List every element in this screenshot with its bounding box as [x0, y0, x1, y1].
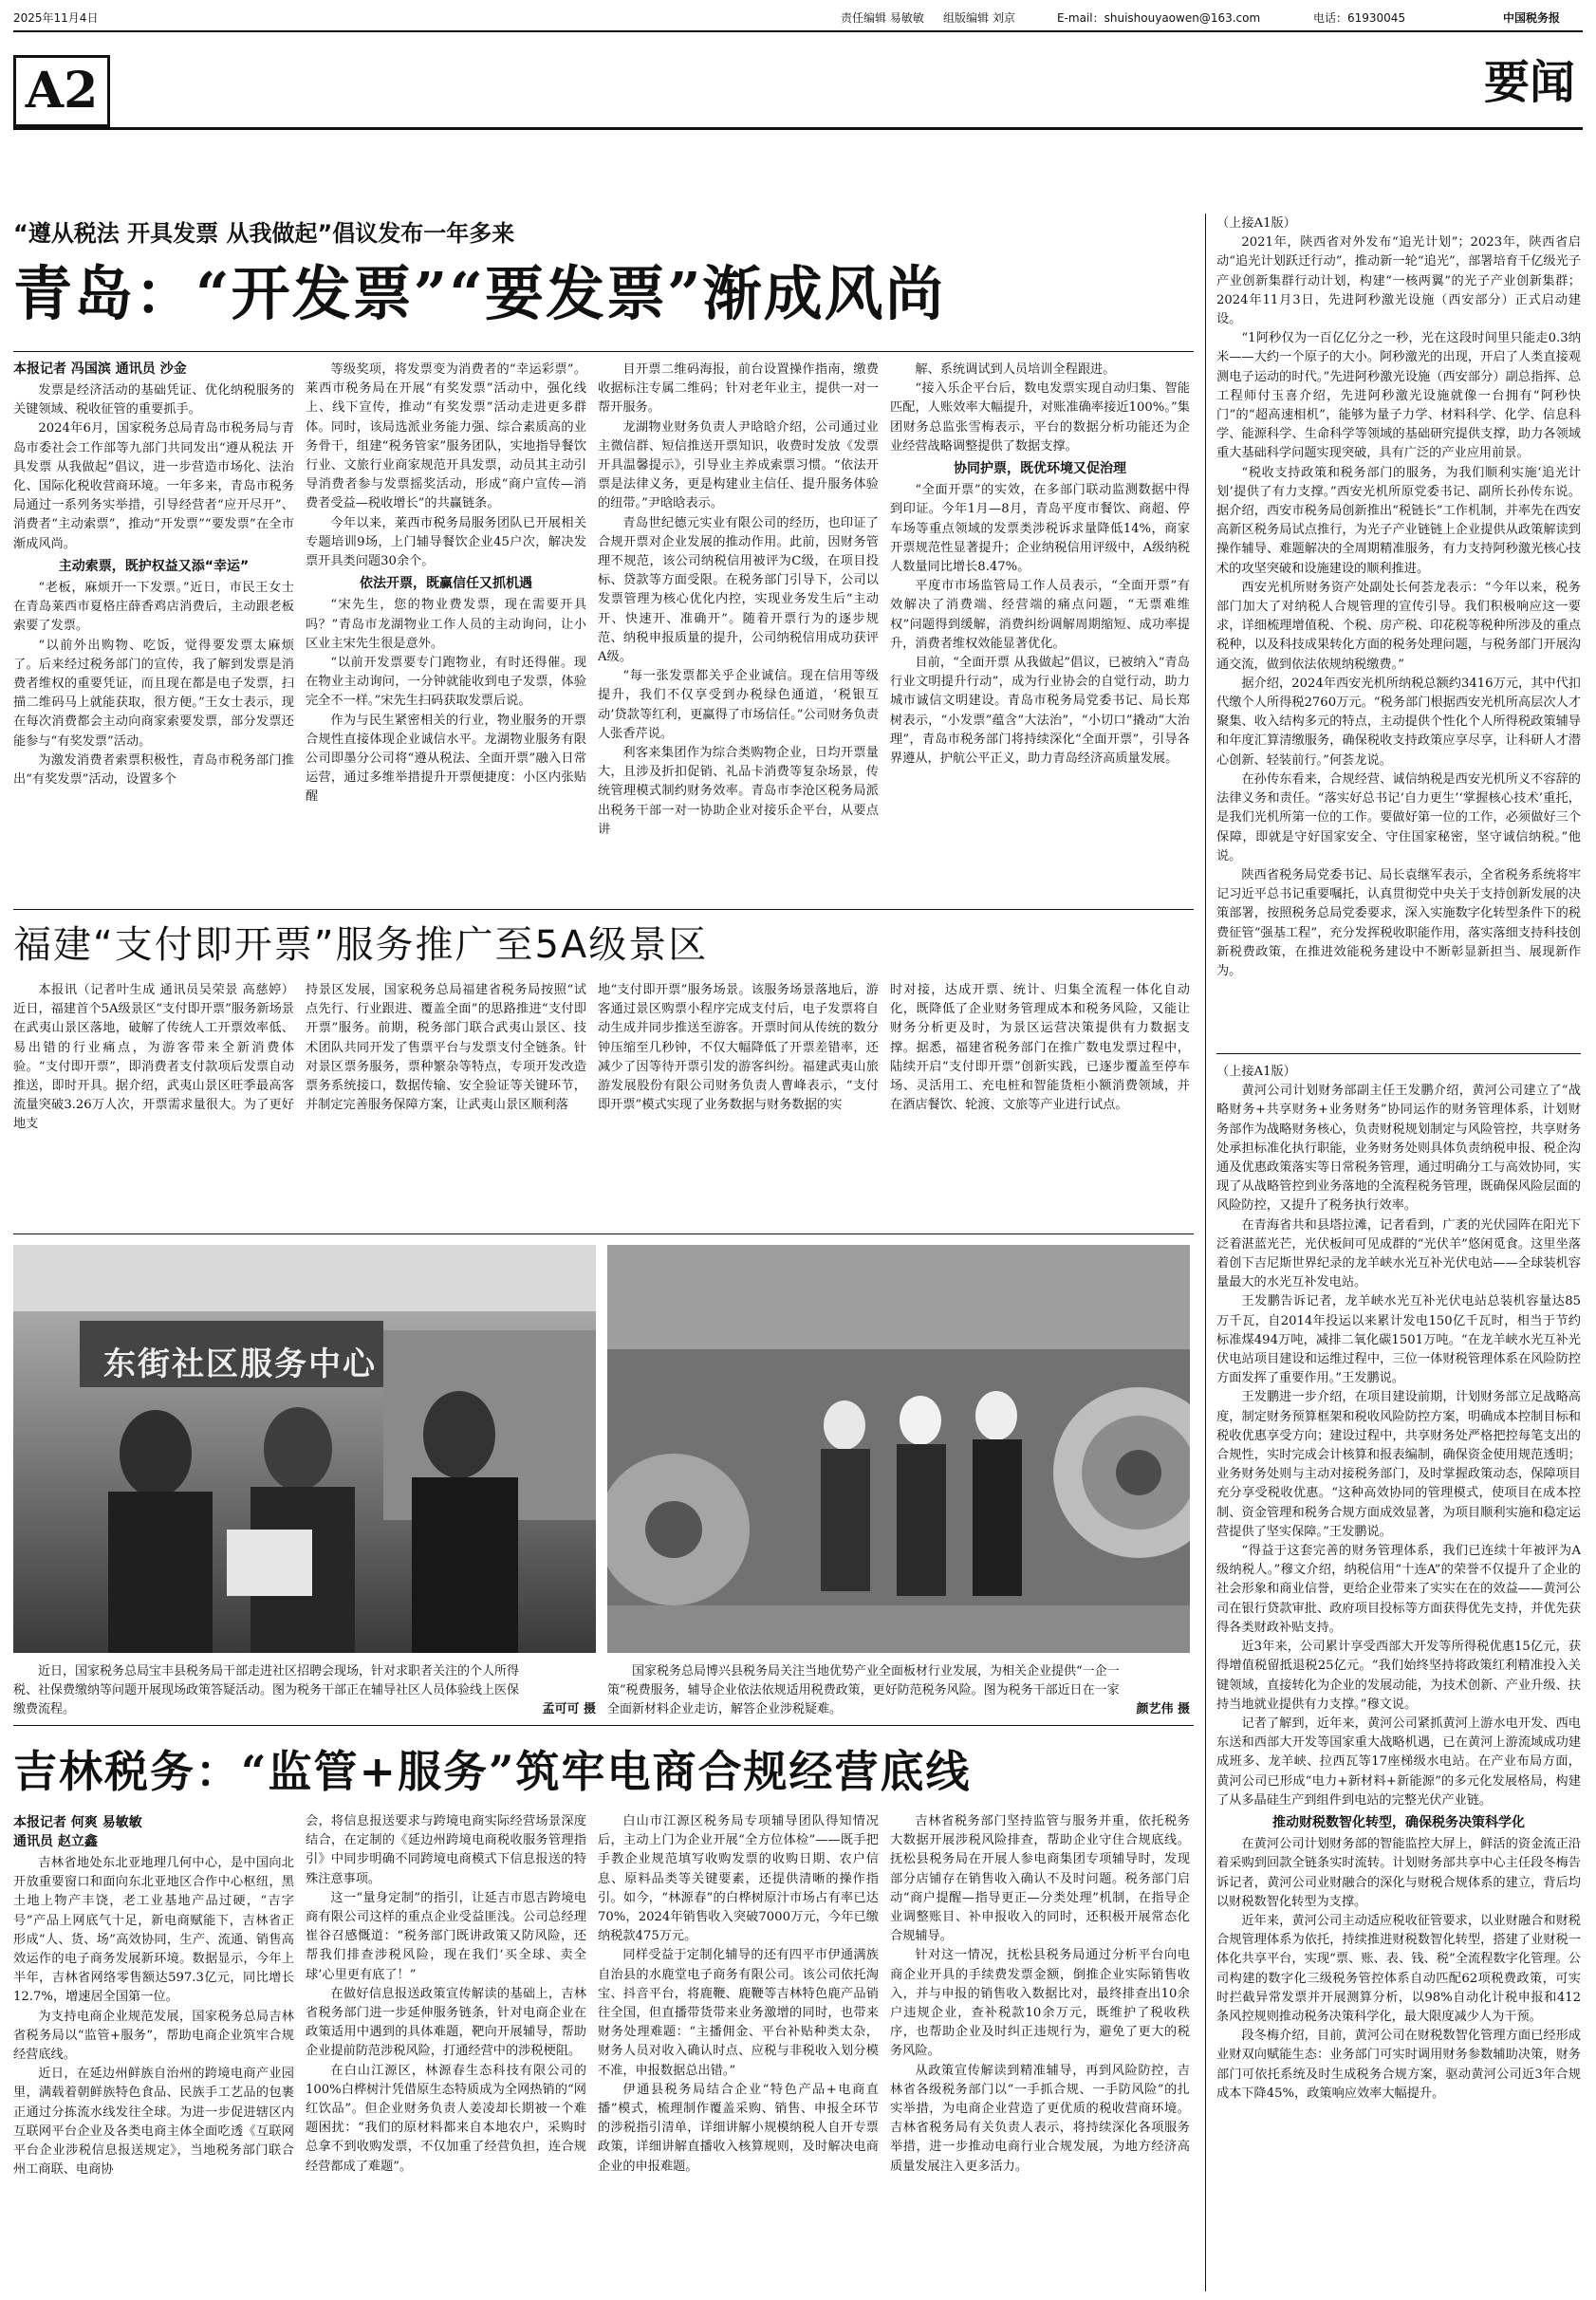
continued-tag-2: （上接A1版） [1216, 1065, 1296, 1079]
article1-kicker: “遵从税法 开具发票 从我做起”倡议发布一年多来 [13, 220, 515, 247]
column-divider [1205, 213, 1206, 2291]
photo-top-rule [13, 1233, 1194, 1234]
article3-byline-2: 通讯员 赵立鑫 [13, 1834, 98, 1849]
article1-byline: 本报记者 冯国滨 通讯员 沙金 [13, 362, 187, 377]
contact-phone: 电话：61930045 [1313, 11, 1406, 25]
photo-left-sign: 东街社区服务中心 [103, 1345, 377, 1383]
article1-rule [13, 351, 1194, 352]
article2-column-2: 持景区发展，国家税务总局福建省税务局按照“试点先行、行业跟进、覆盖全面”的思路推进“支付即开票”服务。前期，税务部门联合武夷山景区、技术团队共同开发了售票平台与发票支付全链条。针对景区票务服务，票种繁杂等特点，专项开发改造票务系统接口，数据传输、安全验证等关键环节，并制定完善服务保障方案，让武夷山景区顺利落 [306, 983, 586, 1113]
article1-subhead-2: 依法开票，既赢信任又抓机遇 [360, 576, 532, 592]
section-title: 要闻 [1483, 56, 1575, 109]
article2-headline: 福建“支付即开票”服务推广至5A级景区 [13, 923, 709, 967]
article3-column-1: 吉林省地处东北亚地理几何中心，是中国向北开放重要窗口和面向东北亚地区合作中心枢纽，黑土地上物产丰饶，老工业基地产品过硬，“吉字号”产品上网底气十足，新电商赋能下，吉林省正形成“人、货、场”高效协同，生产、流通、销售高效运作的电子商务发展新环境。数据显示，今年上半年，吉林省网络零售额达597.3亿元，同比增长12.7%，增速居全国第一位。 为支持电商企业规范发展，国家税务总局吉林省税务局以“监管+服务”，帮助电商企业筑牢合规经营底线。 近日，在延边州鲜族自治州的跨境电商产业园里，满载着朝鲜族特色食品、民族手工艺品的包裹正通过分拣流水线发往全球。为进一步促进辖区内互联网平台企业及各类电商主体全面吃透《互联网平台企业涉税信息报送规定》，当地税务部门联合州工商联、电商协 [13, 1856, 294, 2178]
issue-date: 2025年11月4日 [13, 11, 99, 25]
contact-email: E-mail：shuishouyaowen@163.com [1057, 11, 1261, 25]
right-column-top: （上接A1版） 2021年，陕西省对外发布“追光计划”；2023年，陕西省启动“追光计划跃迁行动”，推动新一轮“追光”，部署培育千亿级光子产业创新集群行动计划，构建“一核两翼”的光子产业创新集群；2024年11月3日，先进阿秒激光设施（西安部分）正式启动建设。 “1阿秒仅为一百亿亿分之一秒，光在这段时间里只能走0.3纳米——大约一个原子的大小。阿秒激光的出现，开启了人类直接观测电子运动的时代。”先进阿秒激光设施（西安部分）副总指挥、总工程师付玉喜介绍，先进阿秒激光设施就像一台拥有“阿秒快门”的“超高速相机”，能够为量子力学、材料科学、化学、信息科学、能源科学、生命科学等领域的基础研究提供支撑，助力各领域重大基础科学问题实现突破，具有广泛的产业应用前景。 “税收支持政策和税务部门的服务，为我们顺利实施‘追光计划’提供了有力支撑。”西安光机所原党委书记、副所长孙传东说。据介绍，西安市税务局创新推出“税链长”工作机制，并率先在西安高新区税务局试点推行，为光子产业链链上企业提供从政策解读到操作辅导、难题解决的全周期精准服务，有力支持阿秒激光核心技术的攻坚突破和设施建设的顺利推进。 西安光机所财务资产处副处长何荟龙表示：“今年以来，税务部门加大了对纳税人合规管理的宣传引导。我们积极响应这一要求，详细梳理增值税、个税、房产税、印花税等税种所涉及的重点税种，以及科技成果转化方面的税务处理问题，与税务部门开展沟通交流，做到依法依规纳税缴费。” 据介绍，2024年西安光机所纳税总额约3416万元，其中代扣代缴个人所得税2760万元。“税务部门根据西安光机所高层次人才聚集、收入结构多元的特点，主动提供个性化个人所得税政策辅导和年度汇算清缴服务，确保税收支持政策应享尽享，让科研人才潜心创新、轻装前行。”何荟龙说。 在孙传东看来，合规经营、诚信纳税是西安光机所义不容辞的法律义务和责任。“落实好总书记‘自力更生’‘掌握核心技术’重托，是我们光机所第一位的工作。要做好第一位的工作，必须做好三个保障，即就是守好国家安全、守住国家秘密，坚守诚信纳税。”他说。 陕西省税务局党委书记、局长袁继军表示，全省税务系统将牢记习近平总书记重要嘱托，认真贯彻党中央关于支持创新发展的决策部署，按照税务总局党委要求，深入实施数字化转型条件下的税费征管“强基工程”，充分发挥税收职能作用，落实落细支持科技创新税费政策，在推进效能税务建设中不断彰显新担当、展现新作为。 [1216, 216, 1581, 978]
photo-right-caption: 国家税务总局博兴县税务局关注当地优势产业全面板材行业发展，为相关企业提供“一企一策”税费服务，辅导企业依法依规适用税费政策，更好防范税务风险。图为税务干部近日在一家全面新材料企业走访，解答企业涉税疑难。 颜艺伟 摄 [607, 1662, 1190, 1719]
right-column-bottom: （上接A1版） 黄河公司计划财务部副主任王发鹏介绍，黄河公司建立了“战略财务+共享财务+业务财务”协同运作的财务管理体系，计划财务部作为战略财务核心，负责财税规划制定与风险管控，共享财务处承担标准化执行职能，业务财务处则具体负责纳税申报、税企沟通及优惠政策落实等日常税务管理，通过明确分工与高效协同，实现了从战略管控到业务落地的全流程税务管理，既确保风险层面的风险防控，又提升了税务执行效率。 在青海省共和县塔拉滩，记者看到，广袤的光伏园阵在阳光下泛着湛蓝光芒，光伏板间可见成群的“光伏羊”悠闲觅食。这里坐落着创下吉尼斯世界纪录的龙羊峡水光互补光伏电站——全球装机容量最大的水光互补发电站。 王发鹏告诉记者，龙羊峡水光互补光伏电站总装机容量达85万千瓦，自2014年投运以来累计发电150亿千瓦时，相当于节约标准煤494万吨，减排二氧化碳1501万吨。“在龙羊峡水光互补光伏电站项目建设和运维过程中，三位一体财税管理体系在风险防控方面发挥了重要作用。”王发鹏说。 王发鹏进一步介绍，在项目建设前期，计划财务部立足战略高度，制定财务预算框架和税收风险防控方案，明确成本控制目标和税收优惠享受方向；建设过程中，共享财务处严格把控每笔支出的合规性，实时完成会计核算和报表编制，确保资金使用规范透明；业务财务处则与主动对接税务部门，及时掌握政策动态，保障项目充分享受税收优惠。“这种高效协同的管理模式，使项目在成本控制、资金管理和税务合规方面成效显著，为项目顺利实施和稳定运营提供了坚实保障。”王发鹏说。 “得益于这套完善的财务管理体系，我们已连续十年被评为A级纳税人。”穆文介绍，纳税信用“十连A”的荣誉不仅提升了企业的社会形象和商业信誉，更给企业带来了实实在在的效益——黄河公司在银行贷款审批、政府项目投标等方面获得优先支持，并优先获得各类财政补贴支持。 近3年来，公司累计享受西部大开发等所得税优惠15亿元，获得增值税留抵退税25亿元。“我们始终坚持将政策红利精准投入关键领域，直接转化为企业的发展动能，为技术创新、产业升级、扶持当地就业提供有力支撑。”穆文说。 记者了解到，近年来，黄河公司紧抓黄河上游水电开发、西电东送和西部大开发等国家重大战略机遇，已在黄河上游流域成功建成班多、龙羊峡、拉西瓦等17座梯级水电站。在产业布局方面，黄河公司已形成“电力+新材料+新能源”的多元化发展格局，构建了从多晶硅生产到组件到电站的完整光伏产业链。 推动财税数智化转型，确保税务决策科学化 在黄河公司计划财务部的智能监控大屏上，鲜活的资金流正沿着采购到回款全链条实时流转。计划财务部共享中心主任段冬梅告诉记者，黄河公司业财融合的深化与财税合规体系的建立，背后均以财税数智化转型为支撑。 近年来，黄河公司主动适应税收征管要求，以业财融合和财税合规管理体系为依托，持续推进财税数智化转型，搭建了业财税一体化共享平台，实现“票、账、表、钱、税”全流程数字化管理。公司构建的数字化三级税务管控体系自动匹配62项税费政策，可实时拦截异常发票并开展测算分析，以98%自动化计税申报和412条风控规则推动税务决策科学化，最大限度减少人为干预。 段冬梅介绍，目前，黄河公司在财税数智化管理方面已经形成业财双向赋能生态：业务部门可实时调用财务参数辅助决策，财务部门可依托系统及时生成税务合规方案，驱动黄河公司近3年合规成本下降45%，政策响应效率大幅提升。 [1216, 1065, 1581, 2101]
photo-left-caption: 近日，国家税务总局宝丰县税务局干部走进社区招聘会现场，针对求职者关注的个人所得税、社保费缴纳等问题开展现场政策答疑活动。图为税务干部正在辅导社区人员体验线上医保缴费流程。 孟可可 摄 [13, 1662, 596, 1719]
page-header-bar [13, 8, 1583, 28]
article1-headline: 青岛：“开发票”“要发票”渐成风尚 [13, 259, 946, 328]
article1-column-1: 发票是经济活动的基础凭证、优化纳税服务的关键领域、税收征管的重要抓手。 2024年6月，国家税务总局青岛市税务局与青岛市委社会工作部等九部门共同发出“遵从税法 开具发票 从我做起”倡议，进一步营造市场化、法治化、国际化税收营商环境。一年多来，青岛市税务局通过一系列务实举措，引导经营者“应开尽开”、消费者“主动索票”，推动“开发票”“要发票”在全市渐成风尚。 主动索票，既护权益又添“幸运” “老板，麻烦开一下发票。”近日，市民王女士在青岛莱西市夏格庄薛香鸡店消费后，主动跟老板索要了发票。 “以前外出购物、吃饭，觉得要发票太麻烦了。后来经过税务部门的宣传，我了解到发票是消费者维权的重要凭证，而且现在都是电子发票，扫描二维码马上就能获取，很方便。”王女士表示，现在每次消费都会主动向商家索要发票，部分发票还能参与“有奖发票”活动。 为激发消费者索票积极性，青岛市税务部门推出“有奖发票”活动，设置多个 [13, 383, 294, 788]
editor-credit: 责任编辑 易敏敏 [841, 11, 924, 25]
continued-tag-1: （上接A1版） [1216, 216, 1296, 231]
page-number: A2 [13, 55, 110, 127]
article3-column-3: 白山市江源区税务局专项辅导团队得知情况后，主动上门为企业开展“全方位体检”——既手把手教企业规范填写收购发票的收购日期、农户信息、原料品类等关键要素，还提供清晰的操作指引。如今，“林源春”的白桦树原汁市场占有率已达70%，2024年销售收入突破7000万元，今年已缴纳税款475万元。 同样受益于定制化辅导的还有四平市伊通满族自治县的水鹿堂电子商务有限公司。该公司依托淘宝、抖音平台，将鹿鞭、鹿鞭等吉林特色鹿产品销往全国，但直播带货带来业务激增的同时，也带来财务处理难题：“主播佣金、平台补贴种类太杂，财务人员对收入确认时点、应税与非税收入划分模不准，申报数据总出错。” 伊通县税务局结合企业“特色产品+电商直播”模式，梳理制作覆盖采购、销售、申报全环节的涉税指引清单，详细讲解小规模纳税人自开专票政策，详细讲解直播收入核算规则，及时解决电商企业的申报难题。 [598, 1814, 879, 2174]
article2-top-rule [13, 909, 1194, 910]
photo-left-credit: 孟可可 摄 [542, 1702, 596, 1716]
article1-column-3: 目开票二维码海报，前台设置操作指南，缴费收据标注专属二维码；针对老年业主，提供一对一帮开服务。 龙湖物业财务负责人尹晗晗介绍，公司通过业主微信群、短信推送开票知识，收费时发放《发票开具温馨提示》，引导业主养成索票习惯。“依法开票是法律义务，更是构建业主信任、提升服务体验的纽带。”尹晗晗表示。 青岛世纪德元实业有限公司的经历，也印证了合规开票对企业发展的推动作用。此前，因财务管理不规范，该公司纳税信用被评为C级，在项目投标、贷款等方面受限。在税务部门引导下，公司以发票管理为核心优化内控，实现业务发生后“主动开、快速开、准确开”。随着开票行为的逐步规范、纳税申报质量的提升，公司纳税信用成功获评A级。 “每一张发票都关乎企业诚信。现在信用等级提升，我们不仅享受到办税绿色通道，‘税银互动’贷款等红利，更赢得了市场信任。”公司财务负责人张香芹说。 利客来集团作为综合类购物企业，日均开票量大，且涉及折扣促销、礼品卡消费等复杂场景，传统管理模式制约财务效率。青岛市李沧区税务局派出税务干部一对一协助企业对接乐企平台，从要点讲 [598, 362, 879, 837]
photo-factory-visit [607, 1245, 1190, 1653]
article2-column-4: 时对接，达成开票、统计、归集全流程一体化自动化，既降低了企业财务管理成本和税务风险，又能让财务分析更及时，为景区运营决策提供有力数据支撑。据悉，福建省税务部门在推广数电发票过程中，陆续开启“支付即开票”创新实践，已逐步覆盖至停车场、灵活用工、充电桩和智能货柜小额消费领域，并在酒店餐饮、轮渡、文旅等产业进行试点。 [890, 983, 1190, 1113]
article1-subhead-1: 主动索票，既护权益又添“幸运” [58, 558, 250, 574]
article3-top-rule [13, 1725, 1194, 1726]
article3-column-2: 会，将信息报送要求与跨境电商实际经营场景深度结合，在定制的《延边州跨境电商税收服务管理指引》中同步明确不同跨境电商模式下信息报送的特殊注意事项。 这一“量身定制”的指引，让延吉市恩吉跨境电商有限公司这样的重点企业受益匪浅。公司总经理崔谷召感慨道：“税务部门既讲政策又防风险，还帮我们排查涉税风险，现在我们‘买全球、卖全球’心里更有底了！” 在做好信息报送政策宣传解读的基础上，吉林省税务部门进一步延伸服务链条，针对电商企业在政策适用中遇到的具体难题，靶向开展辅导，帮助企业提前防范涉税风险，打通经营中的涉税梗阻。 在白山江源区，林源春生态科技有限公司的100%白桦树汁凭借原生态特质成为全网热销的“网红饮品”。但企业财务负责人姜凌却长期被一个难题困扰：“我们的原材料都来自本地农户，采购时总拿不到收购发票，不仅加重了经营负担，连合规经营都成了难题”。 [306, 1814, 586, 2174]
paper-name: 中国税务报 [1503, 11, 1561, 25]
article1-column-4: 解、系统调试到人员培训全程跟进。 “接入乐企平台后，数电发票实现自动归集、智能匹配，人账效率大幅提升，对账准确率接近100%。”集团财务总监张雪梅表示，平台的数据分析功能还为企业经营战略调整提供了数据支撑。 协同护票，既优环境又促治理 “全面开票”的实效，在多部门联动监测数据中得到印证。今年1月—8月，青岛平度市餐饮、商超、停车场等重点领域的发票类涉税诉求量降低14%，商家开票规范性显著提升；企业纳税信用评级中，A级纳税人数量同比增长8.47%。 平度市市场监管局工作人员表示，“全面开票”有效解决了消费端、经营端的痛点问题，“无票难维权”问题得到缓解，消费纠纷调解周期缩短、成功率提升，消费者维权效能显著优化。 目前，“全面开票 从我做起”倡议，已被纳入“青岛行业文明提升行动”，成为行业协会的自觉行动，助力城市诚信文明建设。青岛市税务局党委书记、局长郑树表示，“小发票”蕴含“大法治”，“小切口”撬动“大治理”，青岛市税务部门将持续深化“全面开票”，引导各界遵从，护航公平正义，助力青岛经济高质量发展。 [890, 362, 1190, 767]
right-column-rule [1216, 1053, 1581, 1054]
article3-byline-1: 本报记者 何爽 易敏敏 [13, 1815, 142, 1830]
article3-column-4: 吉林省税务部门坚持监管与服务并重，依托税务大数据开展涉税风险排查，帮助企业守住合规底线。抚松县税务局在开展人参电商集团专项辅导时，发现部分店铺存在销售收入确认不及时问题。税务部门启动“商户提醒—指导更正—分类处理”机制，在指导企业调整账目、补申报收入的同时，还积极开展常态化合规辅导。 针对这一情况，抚松县税务局通过分析平台向电商企业开具的手续费发票金额，倒推企业实际销售收入，并与申报的销售收入数据比对，最终排查出10余户违规企业，查补税款10余万元，既维护了税收秩序，也帮助企业及时纠正违规行为，避免了更大的税务风险。 从政策宣传解读到精准辅导，再到风险防控，吉林省各级税务部门以“一手抓合规、一手防风险”的扎实举措，为电商企业营造了更优质的税收营商环境。吉林省税务局有关负责人表示，将持续深化各项服务举措，进一步推动电商行业合规发展，为地方经济高质量发展注入更多活力。 [890, 1814, 1190, 2174]
layout-credit: 组版编辑 刘京 [943, 11, 1015, 25]
article3-headline: 吉林税务：“监管+服务”筑牢电商合规经营底线 [13, 1746, 972, 1797]
article2-column-1: 本报讯（记者叶生成 通讯员吴荣景 高慈婷）近日，福建首个5A级景区“支付即开票”服务新场景在武夷山景区落地，破解了传统人工开票效率低、易出错的行业痛点，为游客带来全新消费体验。“支付即开票”，即消费者支付款项后发票自动推送，即时开具。据介绍，武夷山景区旺季最高客流量突破3.26万人次，开票需求量很大。为了更好地支 [13, 983, 294, 1132]
photo-right-credit: 颜艺伟 摄 [1136, 1702, 1190, 1716]
article2-column-3: 地“支付即开票”服务场景。该服务场景落地后，游客通过景区购票小程序完成支付后，电子发票将自动生成并同步推送至游客。开票时间从传统的数分钟压缩至几秒钟，不仅大幅降低了开票差错率，还减少了因等待开票引发的游客纠纷。福建武夷山旅游发展股份有限公司财务负责人曹峰表示，“支付即开票”模式实现了业务数据与财务数据的实 [598, 983, 879, 1113]
photo-tax-office-community [13, 1245, 596, 1653]
masthead-rule [13, 127, 1583, 130]
header-rule [13, 30, 1583, 32]
right-column-subhead: 推动财税数智化转型，确保税务决策科学化 [1272, 1814, 1525, 1830]
article1-subhead-3: 协同护票，既优环境又促治理 [954, 461, 1126, 477]
article1-column-2: 等级奖项，将发票变为消费者的“幸运彩票”。莱西市税务局在开展“有奖发票”活动中，强化线上、线下宣传，推动“有奖发票”活动走进更多群体。同时，该局选派业务能力强、综合素质高的业务骨干，组建“税务管家”服务团队，实地指导餐饮行业、文旅行业商家规范开具发票，动员其主动引导消费者参与发票摇奖活动，形成“商户宣传—消费者受益—税收增长”的共赢链条。 今年以来，莱西市税务局服务团队已开展相关专题培训9场，上门辅导餐饮企业45户次，解决发票开具类问题30余个。 依法开票，既赢信任又抓机遇 “宋先生，您的物业费发票，现在需要开具吗？”青岛市龙湖物业工作人员的主动询问，让小区业主宋先生很是意外。 “以前开发票要专门跑物业，有时还得催。现在物业主动询问，一分钟就能收到电子发票，体验完全不一样。”宋先生扫码获取发票后说。 作为与民生紧密相关的行业，物业服务的开票合规性直接体现企业诚信水平。龙湖物业服务有限公司即墨分公司将“遵从税法、全面开票”融入日常运营，通过多维举措提升开票便捷度：小区内张贴醒 [306, 362, 586, 805]
